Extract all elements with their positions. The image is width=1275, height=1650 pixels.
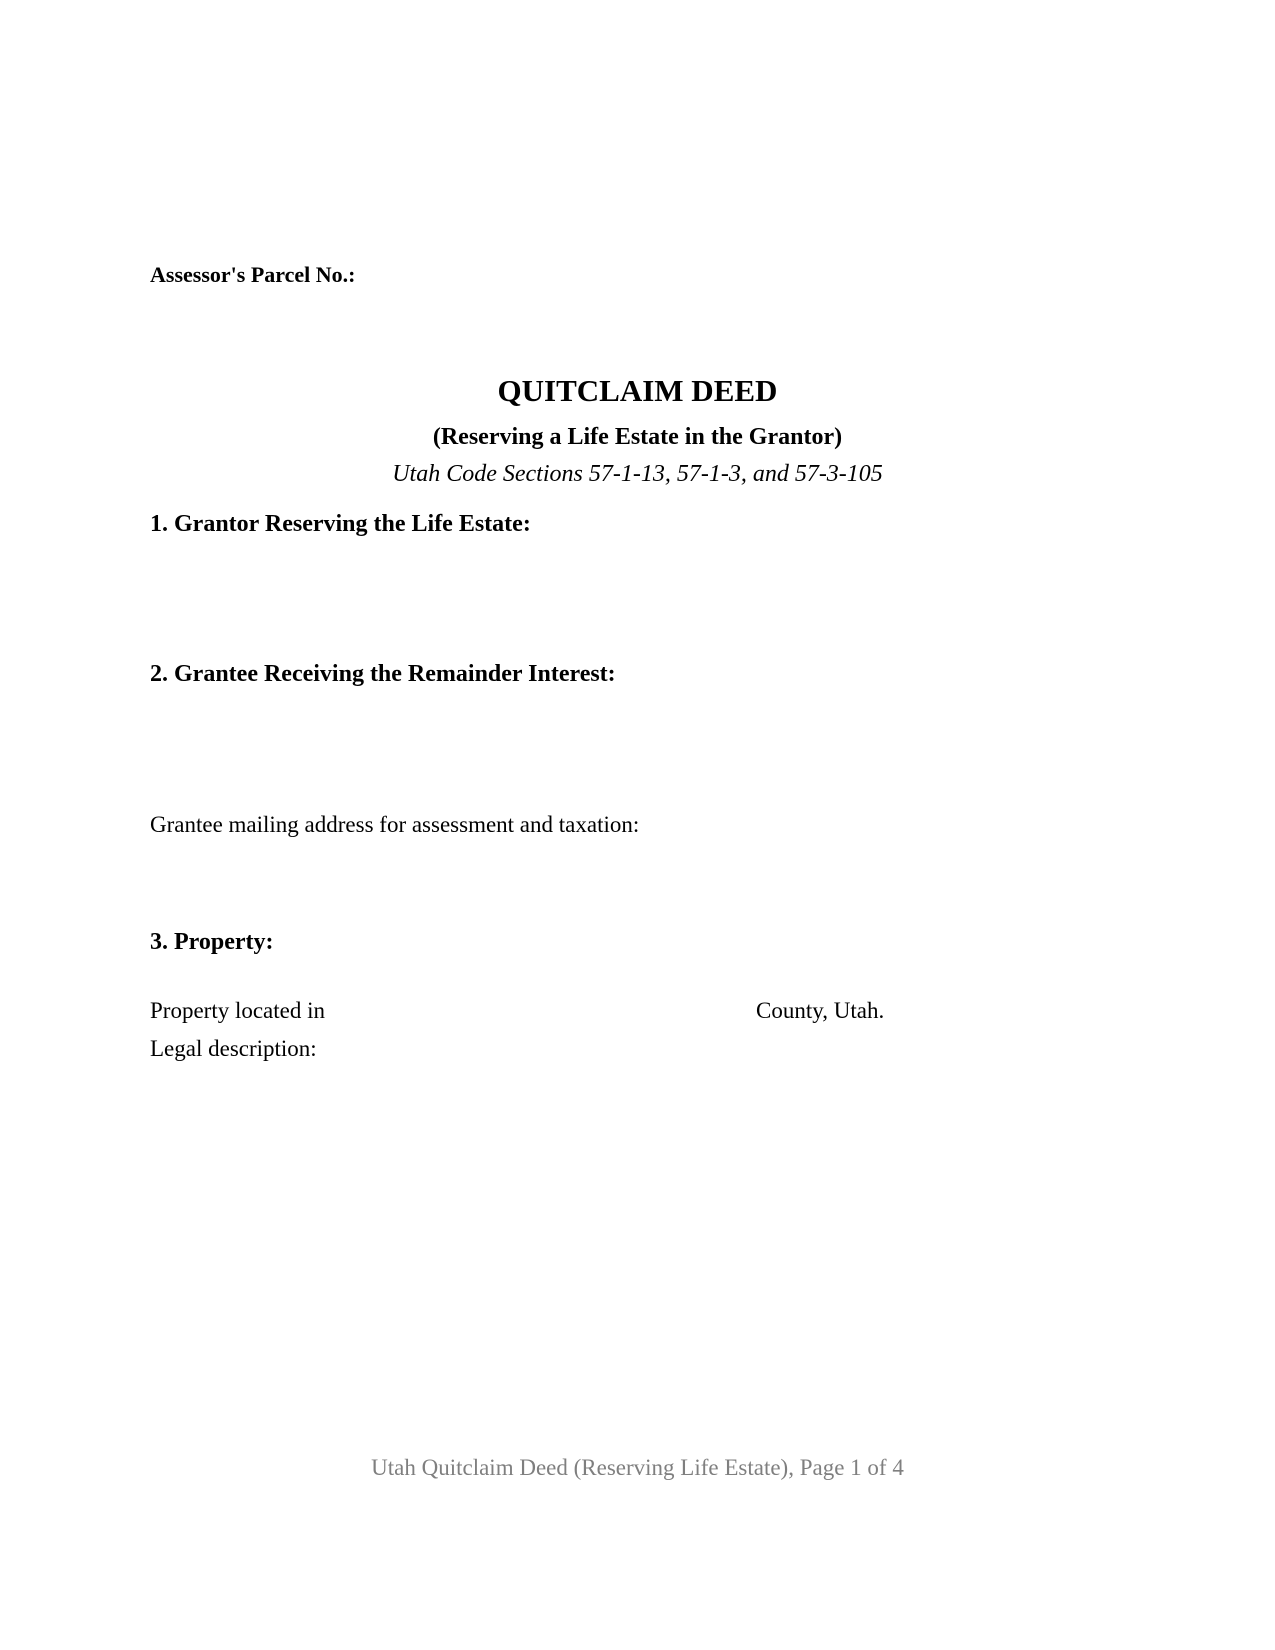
document-title: QUITCLAIM DEED <box>497 373 778 408</box>
grantee-mailing-address-label: Grantee mailing address for assessment and taxation: <box>150 812 640 837</box>
grantee-section-heading: 2. Grantee Receiving the Remainder Interest: <box>150 661 616 687</box>
property-county-suffix: County, Utah. <box>756 998 885 1023</box>
document-subtitle: (Reserving a Life Estate in the Grantor) <box>432 424 843 450</box>
property-located-label: Property located in <box>150 998 326 1023</box>
statute-citation: Utah Code Sections 57-1-13, 57-1-3, and 57-3-105 <box>392 461 883 487</box>
assessor-parcel-label: Assessor's Parcel No.: <box>150 262 356 287</box>
page-footer: Utah Quitclaim Deed (Reserving Life Estate), Page 1 of 4 <box>371 1455 904 1480</box>
legal-description-label: Legal description: <box>150 1036 317 1061</box>
property-section-heading: 3. Property: <box>150 929 274 955</box>
grantor-section-heading: 1. Grantor Reserving the Life Estate: <box>150 511 531 537</box>
